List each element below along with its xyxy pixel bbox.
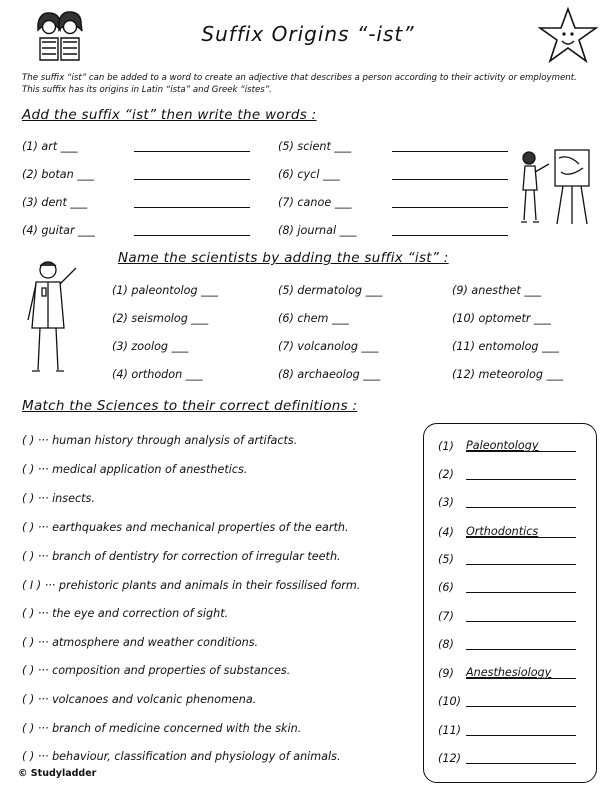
- s1-item-8: (8) journal ___: [278, 224, 357, 237]
- page-title: Suffix Origins “-ist”: [201, 22, 415, 46]
- intro-text: The suffix “ist” can be added to a word to create an adjective that describes a person according to their activity or employment. This suffix has its origins in Latin “ista” and Greek “istes”.: [22, 73, 577, 95]
- box-answer-line[interactable]: [466, 564, 576, 565]
- box-answer: Orthodontics: [466, 525, 539, 538]
- s2-item-9: (9) anesthet ___: [452, 284, 542, 297]
- definition-row[interactable]: ( ) ··· behaviour, classification and physiology of animals.: [22, 750, 341, 763]
- s2-item-3: (3) zoolog ___: [112, 340, 189, 353]
- box-number: (1): [438, 440, 454, 453]
- box-number: (8): [438, 638, 454, 651]
- definition-row[interactable]: ( ) ··· the eye and correction of sight.: [22, 607, 229, 620]
- answer-line[interactable]: [134, 235, 250, 236]
- section1-heading: Add the suffix “ist” then write the words :: [22, 107, 317, 123]
- box-answer-line[interactable]: [466, 649, 576, 650]
- s2-item-1: (1) paleontolog ___: [112, 284, 218, 297]
- box-answer-line[interactable]: [466, 678, 576, 679]
- s2-item-5: (5) dermatolog ___: [278, 284, 383, 297]
- definition-row[interactable]: ( I ) ··· prehistoric plants and animals in their fossilised form.: [22, 579, 361, 592]
- definition-row[interactable]: ( ) ··· human history through analysis of artifacts.: [22, 434, 298, 447]
- box-answer-line[interactable]: [466, 621, 576, 622]
- definition-row[interactable]: ( ) ··· branch of dentistry for correction of irregular teeth.: [22, 550, 341, 563]
- box-number: (9): [438, 667, 454, 680]
- box-answer-line[interactable]: [466, 592, 576, 593]
- box-answer: Anesthesiology: [466, 666, 552, 679]
- s1-item-5: (5) scient ___: [278, 140, 352, 153]
- definition-row[interactable]: ( ) ··· earthquakes and mechanical properties of the earth.: [22, 521, 349, 534]
- box-answer-line[interactable]: [466, 537, 576, 538]
- painter-illustration: [515, 146, 595, 228]
- s1-item-1: (1) art ___: [22, 140, 78, 153]
- box-answer-line[interactable]: [466, 451, 576, 452]
- box-answer-line[interactable]: [466, 763, 576, 764]
- box-number: (6): [438, 581, 454, 594]
- s2-item-4: (4) orthodon ___: [112, 368, 203, 381]
- box-answer-line[interactable]: [466, 706, 576, 707]
- s2-item-12: (12) meteorolog ___: [452, 368, 564, 381]
- s1-item-4: (4) guitar ___: [22, 224, 95, 237]
- box-answer: Paleontology: [466, 439, 539, 452]
- answer-line[interactable]: [392, 207, 508, 208]
- s1-item-2: (2) botan ___: [22, 168, 95, 181]
- answer-line[interactable]: [134, 179, 250, 180]
- box-number: (5): [438, 553, 454, 566]
- box-number: (12): [438, 752, 461, 765]
- answer-line[interactable]: [392, 151, 508, 152]
- s1-item-6: (6) cycl ___: [278, 168, 340, 181]
- s2-item-7: (7) volcanolog ___: [278, 340, 379, 353]
- s2-item-2: (2) seismolog ___: [112, 312, 209, 325]
- definition-row[interactable]: ( ) ··· insects.: [22, 492, 95, 505]
- box-number: (3): [438, 496, 454, 509]
- box-answer-line[interactable]: [466, 735, 576, 736]
- definition-row[interactable]: ( ) ··· atmosphere and weather conditions.: [22, 636, 259, 649]
- box-answer-line[interactable]: [466, 479, 576, 480]
- box-number: (10): [438, 695, 461, 708]
- answer-line[interactable]: [392, 179, 508, 180]
- star-icon: [538, 6, 600, 66]
- s2-item-10: (10) optometr ___: [452, 312, 551, 325]
- box-number: (2): [438, 468, 454, 481]
- box-number: (4): [438, 526, 454, 539]
- box-number: (11): [438, 724, 461, 737]
- s2-item-11: (11) entomolog ___: [452, 340, 559, 353]
- definition-row[interactable]: ( ) ··· medical application of anesthetics.: [22, 463, 248, 476]
- answer-line[interactable]: [134, 151, 250, 152]
- scientist-illustration: [20, 258, 82, 376]
- copyright-footer: © Studyladder: [18, 768, 97, 779]
- s2-item-8: (8) archaeolog ___: [278, 368, 381, 381]
- box-number: (7): [438, 610, 454, 623]
- s1-item-7: (7) canoe ___: [278, 196, 352, 209]
- box-answer-line[interactable]: [466, 507, 576, 508]
- s2-item-6: (6) chem ___: [278, 312, 349, 325]
- answer-line[interactable]: [134, 207, 250, 208]
- s1-item-3: (3) dent ___: [22, 196, 88, 209]
- definition-row[interactable]: ( ) ··· composition and properties of substances.: [22, 664, 291, 677]
- section2-heading: Name the scientists by adding the suffix “ist” :: [118, 250, 449, 266]
- definition-row[interactable]: ( ) ··· volcanoes and volcanic phenomena.: [22, 693, 257, 706]
- definition-row[interactable]: ( ) ··· branch of medicine concerned with the skin.: [22, 722, 302, 735]
- answer-line[interactable]: [392, 235, 508, 236]
- section3-heading: Match the Sciences to their correct definitions :: [22, 398, 358, 414]
